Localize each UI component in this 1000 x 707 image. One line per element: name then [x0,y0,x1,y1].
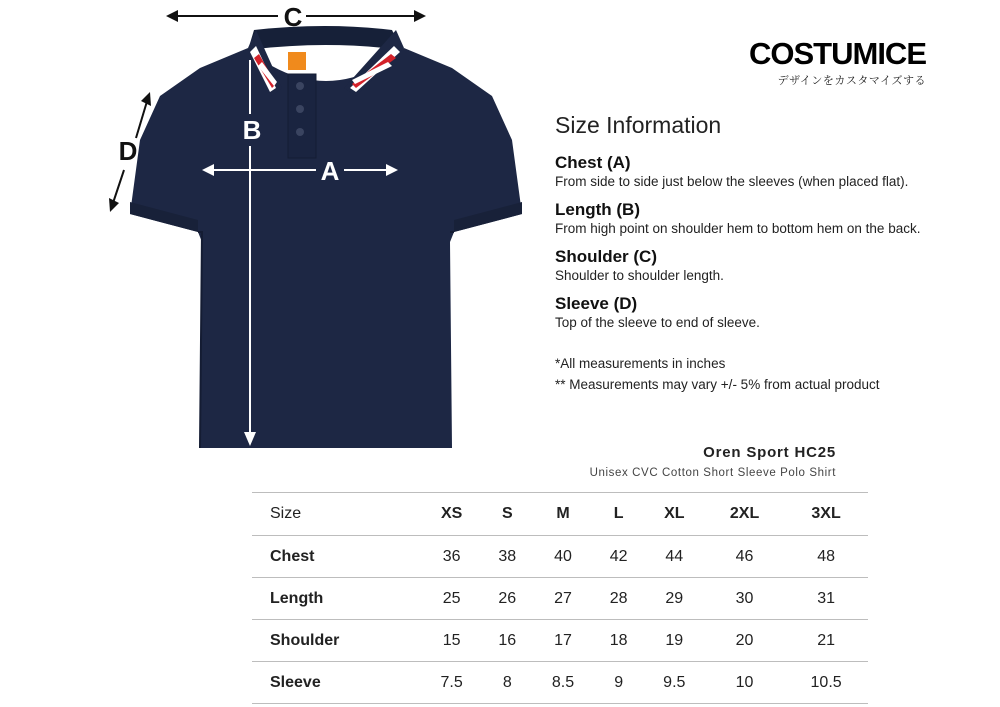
table-cell: 17 [532,620,593,662]
definition-description: From high point on shoulder hem to bottom hem on the back. [555,221,921,236]
row-label: Chest [252,536,421,578]
definition-description: Top of the sleeve to end of sleeve. [555,315,760,330]
table-cell: 9.5 [644,662,705,704]
row-label: Sleeve [252,662,421,704]
definition-term: Chest (A) [555,153,631,172]
table-cell: 15 [421,620,482,662]
shirt-shape [130,26,522,448]
table-row-chest [252,536,868,578]
note-units: *All measurements in inches [555,356,726,371]
table-cell: 26 [482,578,532,620]
table-row-shoulder [252,620,868,662]
row-label: Length [252,578,421,620]
table-cell: 27 [532,578,593,620]
length-label-b: B [242,115,262,145]
sleeve-label-d: D [118,136,138,166]
size-column-header: XS [421,493,482,536]
definition-sleeve [555,293,975,331]
table-cell: 20 [705,620,784,662]
row-label: Shoulder [252,620,421,662]
size-column-header: 2XL [705,493,784,536]
measurement-notes [555,353,975,395]
polo-shirt-diagram [0,0,540,460]
table-cell: 7.5 [421,662,482,704]
chest-label-a: A [320,156,340,186]
definition-chest [555,152,975,190]
definition-shoulder [555,246,975,284]
size-column-header: M [532,493,593,536]
note-variance: ** Measurements may vary +/- 5% from actual product [555,377,880,392]
definition-length [555,199,975,237]
shoulder-label-c: C [283,2,303,32]
brand-tag [288,52,306,70]
table-cell: 40 [532,536,593,578]
table-cell: 38 [482,536,532,578]
brand-logo [749,38,926,88]
definition-term: Shoulder (C) [555,247,657,266]
table-cell: 10.5 [784,662,868,704]
table-cell: 9 [594,662,644,704]
table-cell: 18 [594,620,644,662]
size-column-header: L [594,493,644,536]
table-cell: 36 [421,536,482,578]
table-cell: 25 [421,578,482,620]
table-cell: 30 [705,578,784,620]
definition-description: From side to side just below the sleeves (when placed flat). [555,174,909,189]
table-row-length [252,578,868,620]
size-column-header: S [482,493,532,536]
table-cell: 19 [644,620,705,662]
table-cell: 10 [705,662,784,704]
table-cell: 42 [594,536,644,578]
table-header-row [252,493,868,536]
brand-tagline: デザインをカスタマイズする [777,74,926,87]
size-information-panel [555,112,975,395]
table-cell: 28 [594,578,644,620]
definition-term: Length (B) [555,200,640,219]
table-cell: 29 [644,578,705,620]
size-header-label: Size [252,493,421,536]
table-cell: 8.5 [532,662,593,704]
table-cell: 16 [482,620,532,662]
size-column-header: XL [644,493,705,536]
definition-term: Sleeve (D) [555,294,638,313]
table-cell: 31 [784,578,868,620]
size-column-header: 3XL [784,493,868,536]
product-heading [590,444,836,479]
table-row-sleeve [252,662,868,704]
product-name: Oren Sport HC25 [703,444,836,461]
definition-description: Shoulder to shoulder length. [555,268,724,283]
brand-name: COSTUMICE [749,36,926,71]
size-chart-table [252,492,868,704]
table-cell: 44 [644,536,705,578]
product-description: Unisex CVC Cotton Short Sleeve Polo Shirt [589,467,836,479]
table-cell: 46 [705,536,784,578]
table-cell: 48 [784,536,868,578]
table-cell: 21 [784,620,868,662]
size-information-title: Size Information [555,112,722,138]
table-cell: 8 [482,662,532,704]
